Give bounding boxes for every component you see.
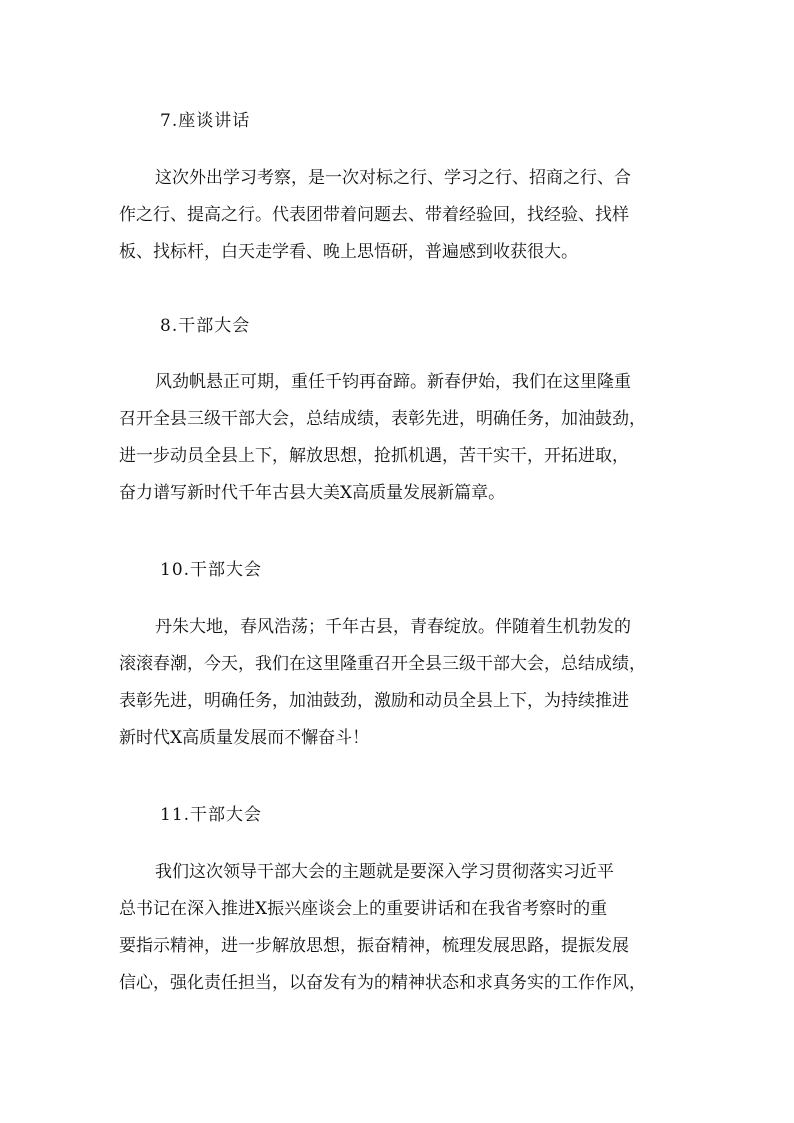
section-heading: 8.干部大会: [160, 316, 251, 336]
paragraph-line: 我们这次领导干部大会的主题就是要深入学习贯彻落实习近平: [155, 862, 614, 882]
section-paragraph: [119, 609, 679, 757]
paragraph-line: 新时代X高质量发展而不懈奋斗！: [119, 728, 370, 748]
paragraph-line: 作之行、提高之行。代表团带着问题去、带着经验回，找经验、找样: [119, 205, 629, 225]
paragraph-line: 进一步动员全县上下，解放思想，抢抓机遇，苦干实干，开拓进取，: [119, 446, 629, 466]
section-paragraph: [119, 364, 679, 512]
paragraph-line: 这次外出学习考察，是一次对标之行、学习之行、招商之行、合: [155, 168, 631, 188]
section-heading: 10.干部大会: [160, 560, 263, 580]
paragraph-line: 信心，强化责任担当，以奋发有为的精神状态和求真务实的工作作风，: [119, 973, 646, 993]
paragraph-line: 滚滚春潮，今天，我们在这里隆重召开全县三级干部大会，总结成绩，: [119, 654, 646, 674]
paragraph-line: 风劲帆悬正可期，重任千钧再奋蹄。新春伊始，我们在这里隆重: [155, 372, 631, 392]
section-paragraph: [119, 160, 679, 271]
paragraph-line: 丹朱大地，春风浩荡；千年古县，青春绽放。伴随着生机勃发的: [155, 617, 631, 637]
paragraph-line: 表彰先进，明确任务，加油鼓劲，激励和动员全县上下，为持续推进: [119, 691, 629, 711]
paragraph-line: 板、找标杆，白天走学看、晚上思悟研，普遍感到收获很大。: [119, 242, 578, 262]
paragraph-line: 总书记在深入推进X振兴座谈会上的重要讲话和在我省考察时的重: [119, 899, 608, 919]
section-heading: 11.干部大会: [160, 805, 263, 825]
paragraph-line: 奋力谱写新时代千年古县大美X高质量发展新篇章。: [119, 483, 506, 503]
section-heading: 7.座谈讲话: [160, 111, 251, 131]
paragraph-line: 召开全县三级干部大会，总结成绩，表彰先进，明确任务，加油鼓劲，: [119, 409, 646, 429]
paragraph-line: 要指示精神，进一步解放思想，振奋精神，梳理发展思路，提振发展: [119, 936, 629, 956]
section-paragraph: [119, 854, 679, 1002]
